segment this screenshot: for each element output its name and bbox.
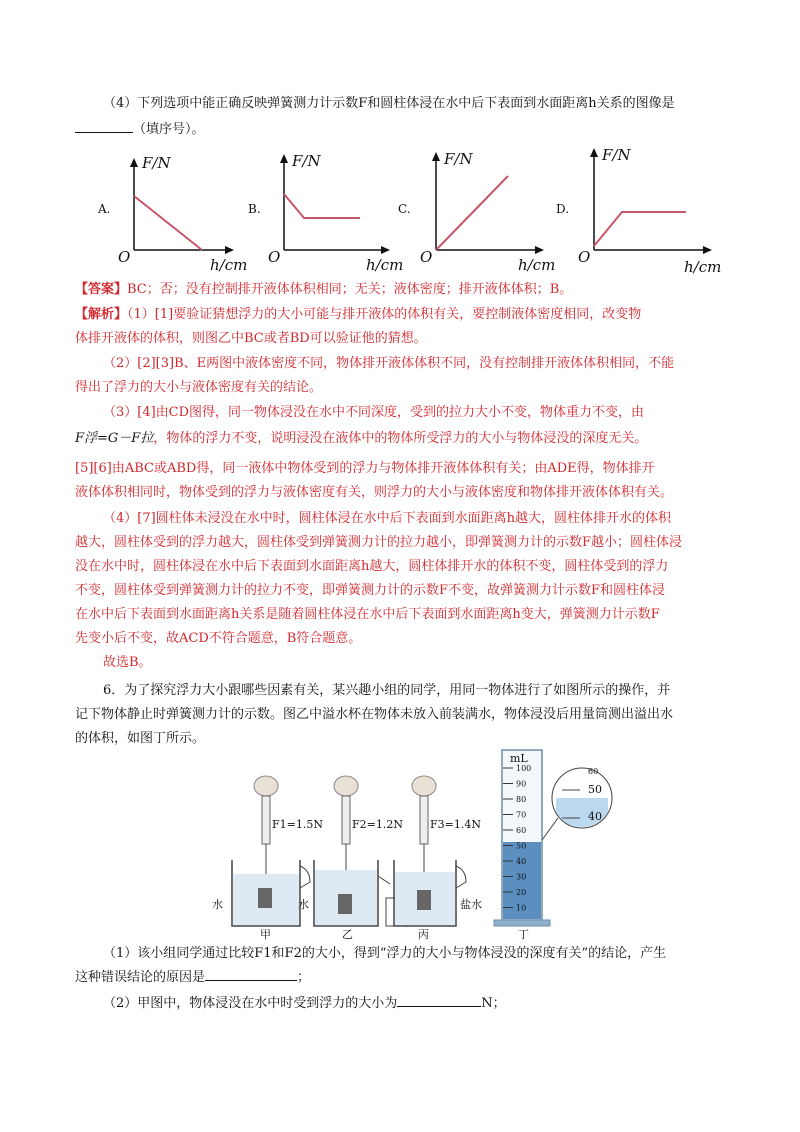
caption-ding: 丁 <box>518 928 529 941</box>
analysis-p5d: 不变，圆柱体受到弹簧测力计的拉力不变，即弹簧测力计的示数F不变，故弹簧测力计示数F和圆柱体浸 <box>75 583 666 598</box>
hand-icon <box>412 776 436 796</box>
spring-scale-icon <box>342 796 350 844</box>
option-letter: D. <box>556 202 570 216</box>
q6-line1: 6．为了探究浮力大小跟哪些因素有关，某兴趣小组的同学，用同一物体进行了如图所示的操作，并 <box>103 683 671 698</box>
origin-label: O <box>578 248 591 266</box>
cylinder-tick-label: 60 <box>516 826 527 835</box>
option-graph-a[interactable] <box>98 150 258 284</box>
caption-jia: 甲 <box>260 928 271 941</box>
cylinder-tick-label: 30 <box>516 872 527 882</box>
analysis-p4b: 液体体积相同时，物体受到的浮力与液体密度有关，则浮力的大小与液体密度和物体排开液体体积有关。 <box>75 485 674 500</box>
sub2-line: （2）甲图中，物体浸没在水中时受到浮力的大小为 N； <box>103 992 506 1016</box>
spring-scale-icon <box>262 796 270 844</box>
option-letter: C. <box>398 202 411 216</box>
curve-line <box>436 176 508 250</box>
answer-label: 【答案】 <box>75 282 128 297</box>
curve-line <box>134 196 202 250</box>
setup-jia <box>212 776 323 941</box>
sub1-line1: （1）该小组同学通过比较F1和F2的大小，得到“浮力的大小与物体浸没的深度有关”的结论，产生 <box>103 946 667 961</box>
option-graph-b[interactable] <box>248 144 408 284</box>
cylinder-tick-label: 40 <box>516 857 527 866</box>
cylinder-tick-label: 80 <box>516 795 527 804</box>
analysis-p1b: 体排开液体的体积，则图乙中BC或者BD可以验证他的猜想。 <box>75 331 427 346</box>
analysis-p3a: （3）[4]由CD图得，同一物体浸没在水中不同深度，受到的拉力大小不变，物体重力不变，由 <box>103 405 645 420</box>
setup-yi <box>298 776 406 941</box>
option-letter: B. <box>248 202 261 216</box>
x-axis-label: h/cm <box>366 256 404 274</box>
analysis-p5f: 先变小后不变，故ACD不符合题意，B符合题意。 <box>75 631 362 646</box>
analysis-p4a: [5][6]由ABC或ABD得，同一液体中物体受到的浮力与物体排开液体体积有关；由ADE得，物体排开 <box>75 461 655 476</box>
option-graph-d[interactable] <box>556 138 736 284</box>
option-graph-c[interactable] <box>398 142 568 284</box>
analysis-p1a: 【解析】（1）[1]要验证猜想浮力的大小可能与排开液体的体积有关，要控制液体密度相同，改变物 <box>75 307 642 322</box>
cylinder-tick-label: 50 <box>516 841 527 851</box>
sub1-line2: 这种错误结论的原因是 ； <box>75 966 310 990</box>
sub1-blank[interactable] <box>205 966 297 981</box>
q6-line2: 记下物体静止时弹簧测力计的示数。图乙中溢水杯在物体未放入前装满水，物体浸没后用量筒测出溢出水 <box>75 707 674 722</box>
analysis-p3b: F浮=G－F拉，物体的浮力不变，说明浸没在液体中的物体所受浮力的大小与物体浸没的深度无关。 <box>75 431 648 446</box>
spring-scale-icon <box>420 796 428 844</box>
y-axis-label: F/N <box>292 152 321 170</box>
analysis-conclusion: 故选B。 <box>103 655 152 670</box>
block-icon <box>258 888 272 908</box>
analysis-label: 【解析】 <box>75 307 128 322</box>
caption-yi: 乙 <box>342 928 353 941</box>
analysis-p5b: 越大，圆柱体受到的浮力越大，圆柱体受到弹簧测力计的拉力越小，即弹簧测力计的示数F越小；圆柱体浸 <box>75 535 683 550</box>
force-label-1: F1=1.5N <box>272 818 323 831</box>
q6-line3: 的体积，如图丁所示。 <box>75 731 206 746</box>
hand-icon <box>334 776 358 796</box>
option-letter: A. <box>98 202 111 216</box>
x-axis-label: h/cm <box>210 256 248 274</box>
analysis-p5c: 没在水中时，圆柱体浸在水中后下表面到水面距离h越大，圆柱体排开水的体积不变，圆柱体受到的浮力 <box>75 559 669 574</box>
cylinder-tick-label: 20 <box>516 888 527 897</box>
water-label-2: 水 <box>298 898 309 911</box>
zoom-tick-2: 40 <box>588 810 602 823</box>
y-axis-label: F/N <box>444 150 473 168</box>
force-label-3: F3=1.4N <box>430 818 481 831</box>
curve-line <box>594 212 686 246</box>
cylinder-tick-label: 100 <box>516 764 532 773</box>
analysis-p5e: 在水中后下表面到水面距离h关系是随着圆柱体浸在水中后下表面到水面距离h变大，弹簧测力计示数F <box>75 607 660 622</box>
analysis-p2a: （2）[2][3]B、E两图中液体密度不同，物体排开液体体积不同，没有控制排开液体体积相同，不能 <box>103 356 675 371</box>
zoom-tick-1: 50 <box>588 783 602 796</box>
experiment-figure <box>210 748 610 942</box>
block-icon <box>417 890 431 910</box>
q4-line2: （填序号）。 <box>75 118 205 142</box>
unit-label: mL <box>510 752 528 765</box>
x-axis-label: h/cm <box>518 256 556 274</box>
force-label-2: F2=1.2N <box>352 818 403 831</box>
origin-label: O <box>268 248 281 266</box>
cylinder-tick-label: 70 <box>516 810 527 820</box>
q4-line1: （4）下列选项中能正确反映弹簧测力计示数F和圆柱体浸在水中后下表面到水面距离h关系的图像是 <box>103 96 675 111</box>
block-icon <box>338 894 352 914</box>
answer-line: 【答案】BC；否；没有控制排开液体体积相同；无关；液体密度；排开液体体积；B。 <box>75 282 573 297</box>
water-label-1: 水 <box>212 898 223 911</box>
measuring-cylinder <box>494 750 612 941</box>
cylinder-tick-label: 90 <box>516 779 527 789</box>
setup-bing <box>394 776 482 941</box>
x-axis-label: h/cm <box>684 258 722 276</box>
cylinder-tick-label: 10 <box>516 903 527 913</box>
buoyancy-formula: F浮=G－F拉 <box>75 431 154 446</box>
origin-label: O <box>118 248 131 266</box>
y-axis-label: F/N <box>602 146 631 164</box>
zoom-top-label: 60 <box>588 767 599 776</box>
saltwater-label: 盐水 <box>460 898 482 911</box>
curve-line <box>284 194 360 218</box>
y-axis-label: F/N <box>142 154 171 172</box>
answer-blank[interactable] <box>75 118 133 133</box>
caption-bing: 丙 <box>418 928 429 941</box>
origin-label: O <box>420 248 433 266</box>
hand-icon <box>254 776 278 796</box>
sub2-blank[interactable] <box>397 992 481 1007</box>
analysis-p2b: 得出了浮力的大小与液体密度有关的结论。 <box>75 380 323 395</box>
analysis-p5a: （4）[7]圆柱体未浸没在水中时，圆柱体浸在水中后下表面到水面距离h越大，圆柱体排开水的体积 <box>103 511 672 526</box>
